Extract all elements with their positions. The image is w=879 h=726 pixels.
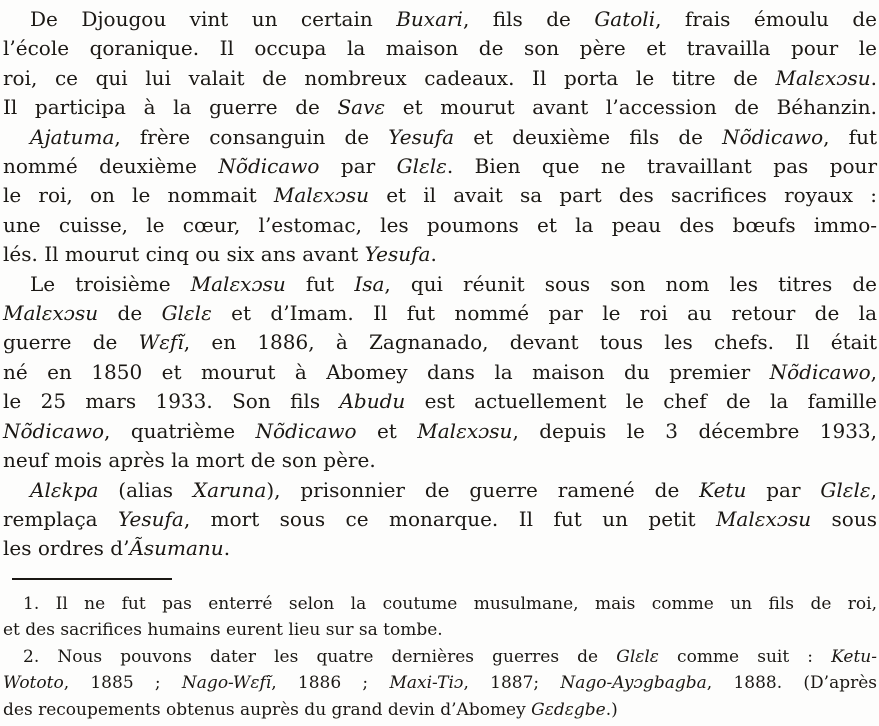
- text-line: [3, 417, 877, 446]
- text-segment: l’école qoranique. Il occupa la maison de son père et travailla pour le: [3, 36, 877, 61]
- italic-text-segment: Nago-Ayɔgbagba: [560, 673, 707, 694]
- text-line: [3, 152, 877, 181]
- text-line: [3, 644, 877, 671]
- italic-text-segment: Yesufa: [364, 242, 431, 267]
- italic-text-segment: Yesufa: [118, 506, 184, 531]
- text-segment: et deuxième fils de: [454, 124, 723, 149]
- text-segment: , quatrième: [104, 418, 256, 443]
- text-segment: roi, ce qui lui valait de nombreux cadeaux. Il porta le titre de: [3, 65, 776, 90]
- text-segment: , 1887;: [463, 673, 561, 694]
- text-segment: et mourut avant l’accession de Béhanzin.: [385, 95, 877, 120]
- text-segment: , mort sous ce monarque. Il fut un petit: [183, 506, 716, 531]
- text-segment: ,: [870, 359, 877, 384]
- italic-text-segment: Malɛxɔsu: [273, 183, 370, 208]
- text-line: [3, 358, 877, 387]
- italic-text-segment: Glɛlɛ: [820, 477, 871, 502]
- italic-text-segment: Glɛlɛ: [396, 154, 447, 179]
- text-segment: le 25 mars 1933. Son fils: [3, 389, 340, 414]
- text-line: [3, 697, 877, 724]
- text-segment: et: [356, 418, 418, 443]
- text-segment: et des sacrifices humains eurent lieu sur sa tombe.: [3, 620, 443, 641]
- text-segment: , frère consanguin de: [114, 124, 389, 149]
- text-segment: 2. Nous pouvons dater les quatre dernières guerres de: [23, 646, 617, 667]
- italic-text-segment: Malɛxɔsu: [715, 506, 812, 531]
- italic-text-segment: Glɛlɛ: [161, 301, 212, 326]
- text-segment: .: [430, 242, 437, 267]
- text-segment: , 1886 ;: [271, 673, 390, 694]
- text-segment: le roi, on le nommait: [3, 183, 274, 208]
- italic-text-segment: Glɛlɛ: [616, 646, 659, 667]
- text-segment: une cuisse, le cœur, l’estomac, les poumons et la peau des bœufs immo-: [3, 212, 877, 237]
- italic-text-segment: Abudu: [339, 389, 406, 414]
- text-segment: ), prisonnier de guerre ramené de: [266, 477, 700, 502]
- text-segment: , depuis le 3 décembre 1933,: [512, 418, 877, 443]
- text-segment: né en 1850 et mourut à Abomey dans la maison du premier: [3, 359, 770, 384]
- text-segment: , fils de: [462, 7, 595, 31]
- italic-text-segment: Nõdicawo: [218, 154, 320, 179]
- italic-text-segment: Yesufa: [388, 124, 455, 149]
- italic-text-segment: Maxi-Tiɔ: [389, 673, 464, 694]
- text-line: [3, 387, 877, 416]
- text-segment: fut: [285, 271, 355, 296]
- text-segment: (alias: [98, 477, 193, 502]
- text-segment: , en 1886, à Zagnanado, devant tous les chefs. Il était: [183, 330, 877, 355]
- text-line: [3, 591, 877, 618]
- text-line: [3, 211, 877, 240]
- italic-text-segment: Alɛkpa: [30, 477, 99, 502]
- text-segment: est actuellement le chef de la famille: [405, 389, 877, 414]
- italic-text-segment: Nõdicawo: [722, 124, 824, 149]
- text-line: [3, 270, 877, 299]
- text-segment: .: [870, 65, 877, 90]
- text-segment: de: [98, 301, 162, 326]
- italic-text-segment: Ketu-: [831, 646, 877, 667]
- italic-text-segment: Ajatuma: [30, 124, 115, 149]
- text-segment: lés. Il mourut cinq ou six ans avant: [3, 242, 365, 267]
- text-segment: neuf mois après la mort de son père.: [3, 448, 376, 473]
- text-segment: des recoupements obtenus auprès du grand devin d’Abomey: [3, 699, 532, 720]
- text-segment: remplaça: [3, 506, 119, 531]
- text-segment: , frais émoulu de: [655, 7, 877, 31]
- footnotes-block: [0, 580, 879, 724]
- italic-text-segment: Nõdicawo: [3, 418, 105, 443]
- text-segment: les ordres d’: [3, 536, 130, 561]
- text-segment: par: [746, 477, 821, 502]
- text-segment: sous: [811, 506, 877, 531]
- text-line: [3, 534, 877, 563]
- text-segment: nommé deuxième: [3, 154, 219, 179]
- text-segment: Il participa à la guerre de: [3, 95, 338, 120]
- text-line: [3, 476, 877, 505]
- text-segment: , 1888. (D’après: [706, 673, 878, 694]
- text-segment: .: [223, 536, 231, 561]
- italic-text-segment: Wototo: [3, 673, 64, 694]
- italic-text-segment: Malɛxɔsu: [3, 301, 99, 326]
- text-line: [3, 670, 877, 697]
- italic-text-segment: Isa: [354, 271, 385, 296]
- italic-text-segment: Malɛxɔsu: [190, 271, 286, 296]
- italic-text-segment: Malɛxɔsu: [775, 65, 871, 90]
- text-segment: , fut: [823, 124, 877, 149]
- text-segment: guerre de: [3, 330, 139, 355]
- text-segment: Le troisième: [30, 271, 191, 296]
- italic-text-segment: Nõdicawo: [769, 359, 871, 384]
- text-segment: 1. Il ne fut pas enterré selon la coutume musulmane, mais comme un fils de roi,: [23, 593, 877, 614]
- text-line: [3, 64, 877, 93]
- text-segment: par: [319, 154, 397, 179]
- text-line: [3, 181, 877, 210]
- text-line: [3, 328, 877, 357]
- text-line: [3, 34, 877, 63]
- italic-text-segment: Savɛ: [337, 95, 386, 120]
- text-segment: ,: [870, 477, 877, 502]
- italic-text-segment: Malɛxɔsu: [417, 418, 513, 443]
- text-segment: .): [605, 699, 618, 720]
- italic-text-segment: Xaruna: [192, 477, 267, 502]
- text-segment: De Djougou vint un certain: [30, 7, 397, 31]
- text-line: [3, 93, 877, 122]
- text-line: [3, 299, 877, 328]
- italic-text-segment: Ãsumanu: [129, 536, 224, 561]
- italic-text-segment: Gatoli: [594, 7, 656, 31]
- italic-text-segment: Wɛfĩ: [138, 330, 184, 355]
- text-line: [3, 505, 877, 534]
- text-line: [3, 123, 877, 152]
- italic-text-segment: Gɛdɛgbe: [531, 699, 606, 720]
- text-line: [3, 446, 877, 475]
- text-line: [3, 617, 877, 644]
- text-segment: , 1885 ;: [63, 673, 182, 694]
- text-segment: et il avait sa part des sacrifices royaux :: [369, 183, 877, 208]
- italic-text-segment: Ketu: [699, 477, 747, 502]
- text-segment: , qui réunit sous son nom les titres de: [384, 271, 877, 296]
- text-segment: et d’Imam. Il fut nommé par le roi au retour de la: [211, 301, 878, 326]
- text-segment: comme suit :: [658, 646, 832, 667]
- italic-text-segment: Buxari: [396, 7, 463, 31]
- italic-text-segment: Nõdicawo: [255, 418, 357, 443]
- text-segment: . Bien que ne travaillant pas pour: [446, 154, 877, 179]
- italic-text-segment: Nago-Wɛfĩ: [181, 673, 272, 694]
- text-line: [3, 5, 877, 34]
- text-line: [3, 240, 877, 269]
